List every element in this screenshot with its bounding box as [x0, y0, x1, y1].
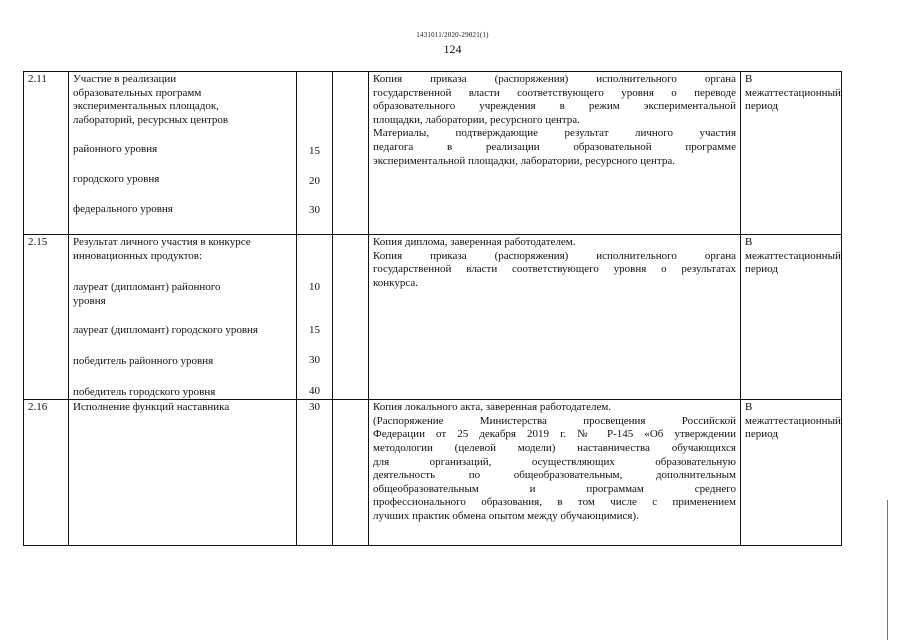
level-points: 40	[309, 384, 320, 397]
document-line: Материалы, подтверждающие результат личного участия	[373, 127, 736, 140]
scan-edge-mark	[887, 500, 888, 640]
level-points: 10	[309, 281, 320, 293]
document-line: для организаций, осуществляющих образовательную	[373, 455, 736, 468]
row-number: 2.11	[24, 72, 69, 235]
document-line: Федерации от 25 декабря 2019 г. № Р-145 «Об утверждении	[373, 428, 736, 441]
document-line: конкурса.	[373, 276, 419, 289]
empty-cell	[333, 235, 369, 400]
document-line: экспериментальной площадки, лаборатории, ресурсного центра.	[373, 154, 675, 167]
document-line: Копия приказа (распоряжения) исполнительного органа	[373, 249, 736, 262]
document-line: образовательного учреждения в режим экспериментальной	[373, 100, 736, 113]
row-number: 2.15	[24, 235, 69, 400]
level-points: 30	[309, 204, 320, 217]
document-line: лучших практик обмена опытом между обучающимися).	[373, 509, 639, 522]
criterion-line: экспериментальных площадок,	[73, 100, 219, 113]
level-points: 15	[309, 323, 320, 336]
level-points: 30	[309, 354, 320, 367]
level-label: районного уровня	[73, 143, 158, 156]
period-cell: В межаттестационный период	[741, 235, 842, 400]
level-points: 15	[309, 145, 320, 157]
document-line: педагога в реализации образовательной программе	[373, 140, 736, 153]
period-cell: В межаттестационный период	[741, 72, 842, 235]
points-cell: 30	[297, 400, 333, 546]
level-label: федерального уровня	[73, 202, 173, 215]
page-number: 124	[443, 42, 462, 56]
period-cell: В межаттестационный период	[741, 400, 842, 546]
criterion-line: инновационных продуктов:	[73, 249, 203, 262]
document-line: Копия диплома, заверенная работодателем.	[373, 236, 576, 248]
row-number: 2.16	[24, 400, 69, 546]
level-label: победитель районного уровня	[73, 354, 214, 367]
level-label: победитель городского уровня	[73, 385, 216, 398]
level-points: 20	[309, 174, 320, 187]
document-line: методологии (целевой модели) наставничества обучающихся	[373, 441, 736, 454]
document-line: Копия приказа (распоряжения) исполнительного органа	[373, 73, 736, 85]
table-row	[24, 235, 842, 400]
documents-cell	[369, 400, 741, 546]
document-line: (Распоряжение Министерства просвещения Российской	[373, 414, 736, 427]
document-line: площадки, лаборатории, ресурсного центра.	[373, 113, 580, 126]
table-row	[24, 400, 842, 546]
document-line: Копия локального акта, заверенная работодателем.	[373, 401, 612, 414]
criterion-cell	[69, 72, 297, 235]
criterion-cell: Исполнение функций наставника	[69, 400, 297, 546]
document-id: 1431011/2020-29021(1)	[416, 31, 489, 39]
points-cell	[297, 72, 333, 235]
level-label: уровня	[73, 294, 106, 307]
document-line: профессионального образования, в том числе с применением	[373, 496, 736, 509]
criteria-table	[23, 71, 842, 546]
document-line: государственной власти соответствующего уровня о результатах	[373, 263, 736, 276]
documents-cell	[369, 72, 741, 235]
criterion-line: образовательных программ	[73, 86, 202, 99]
criterion-line: Участие в реализации	[73, 73, 177, 85]
documents-cell	[369, 235, 741, 400]
document-line: общеобразовательным и программам среднего	[373, 482, 736, 495]
level-label: лауреат (дипломант) районного	[73, 281, 221, 294]
points-cell	[297, 235, 333, 400]
document-line: деятельность по общеобразовательным, дополнительным	[373, 469, 736, 482]
level-label: городского уровня	[73, 172, 160, 185]
level-label: лауреат (дипломант) городского уровня	[73, 324, 258, 337]
criterion-line: Результат личного участия в конкурсе	[73, 236, 251, 248]
criterion-cell	[69, 235, 297, 400]
empty-cell	[333, 400, 369, 546]
document-line: государственной власти соответствующего уровня о переводе	[373, 86, 736, 99]
empty-cell	[333, 72, 369, 235]
criterion-line: лабораторий, ресурсных центров	[73, 113, 229, 126]
table-row	[24, 72, 842, 235]
